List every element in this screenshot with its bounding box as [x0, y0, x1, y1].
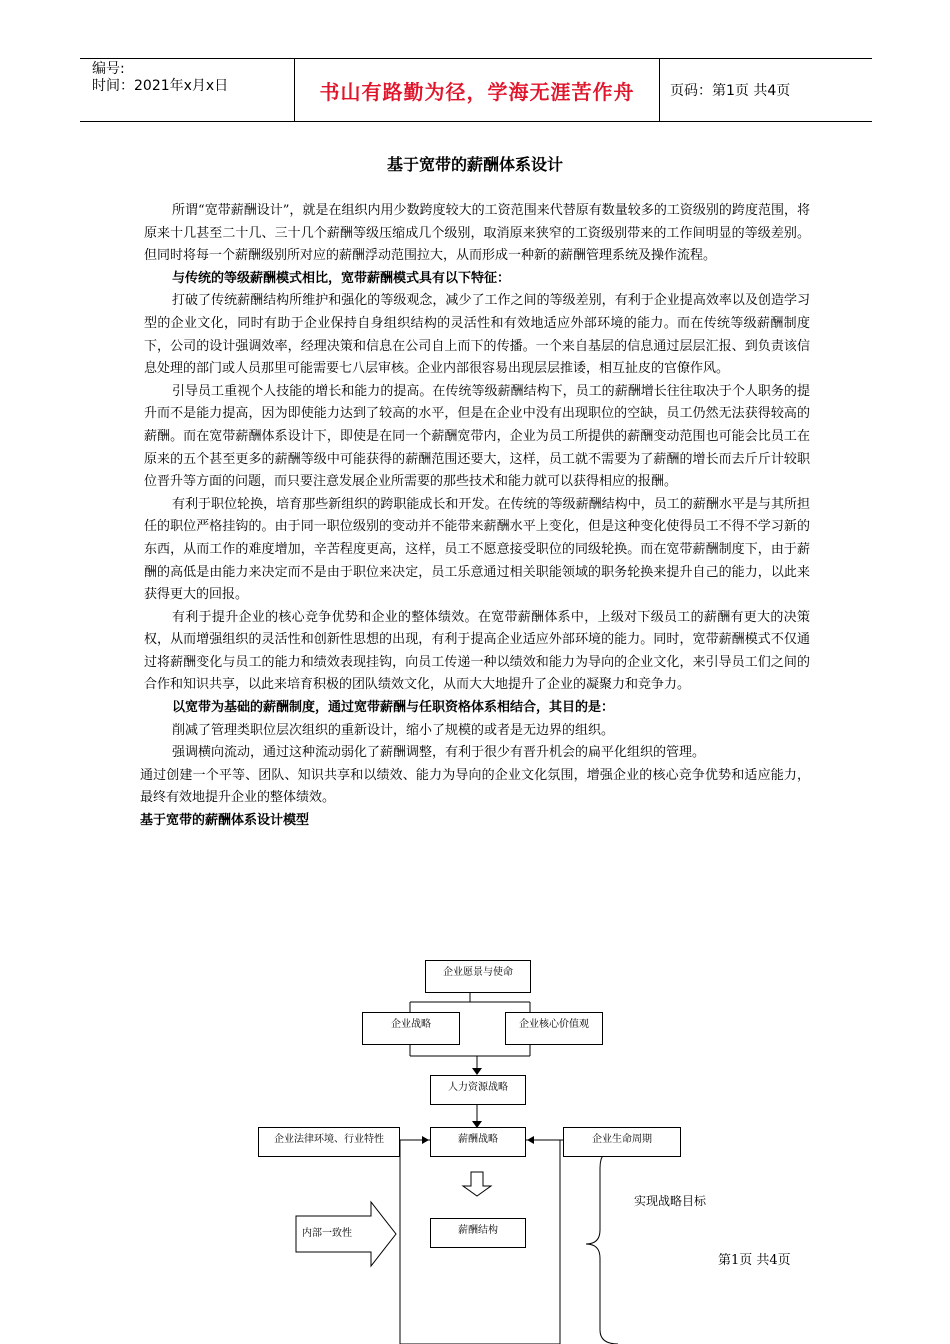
paragraph: 有利于提升企业的核心竞争优势和企业的整体绩效。在宽带薪酬体系中，上级对下级员工的薪酬有更大的决策权，从而增强组织的灵活性和创新性思想的出现，有利于提高企业适应外部环境的能力。同时，宽带薪酬模式不仅通过将薪酬变化与员工的能力和绩效表现挂钩，向员工传递一种以绩效和能力为导向的企业文化，来引导员工们之间的合作和知识共享，以此来培育积极的团队绩效文化，从而大大地提升了企业的凝聚力和竞争力。	[144, 609, 810, 693]
number-label: 编号:	[92, 61, 125, 77]
section-heading: 以宽带为基础的薪酬制度，通过宽带薪酬与任职资格体系相结合，其目的是：	[172, 700, 615, 716]
document-body	[140, 200, 810, 833]
strategy-box: 企业战略	[362, 1012, 460, 1045]
comp-structure-box: 薪酬结构	[430, 1218, 526, 1248]
vision-box: 企业愿景与使命	[425, 960, 531, 993]
page-header	[80, 58, 872, 122]
legal-env-box: 企业法律环境、行业特性	[258, 1127, 400, 1157]
life-cycle-box: 企业生命周期	[563, 1127, 681, 1157]
paragraph: 有利于职位轮换，培育那些新组织的跨职能成长和开发。在传统的等级薪酬结构中，员工的薪酬水平是与其所担任的职位严格挂钩的。由于同一职位级别的变动并不能带来薪酬水平上变化，但是这种变化使得员工不得不学习新的东西，从而工作的难度增加，辛苦程度更高，这样，员工不愿意接受职位的同级轮换。而在宽带薪酬制度下，由于薪酬的高低是由能力来决定而不是由于职位来决定，员工乐意通过相关职能领域的职务轮换来提升自己的能力，以此来获得更大的回报。	[144, 496, 810, 603]
paragraph: 打破了传统薪酬结构所维护和强化的等级观念，减少了工作之间的等级差别，有利于企业提高效率以及创造学习型的企业文化，同时有助于企业保持自身组织结构的灵活性和有效地适应外部环境的能力。而在传统等级薪酬制度下，公司的设计强调效率，经理决策和信息在公司自上而下的传播。一个来自基层的信息通过层层汇报、到负责该信息处理的部门或人员那里可能需要七八层审核。企业内部很容易出现层层推诿，相互扯皮的官僚作风。	[144, 293, 810, 377]
paragraph: 所谓“宽带薪酬设计”，就是在组织内用少数跨度较大的工资范围来代替原有数量较多的工资级别的跨度范围，将原来十几甚至二十几、三十几个薪酬等级压缩成几个级别，取消原来狭窄的工资级别带来的工作间明显的等级差别。但同时将每一个薪酬级别所对应的薪酬浮动范围拉大，从而形成一种新的薪酬管理系统及操作流程。	[144, 203, 810, 264]
comp-strategy-box: 薪酬战略	[430, 1127, 526, 1157]
time-label: 时间：2021年x月x日	[92, 78, 229, 94]
paragraph: 引导员工重视个人技能的增长和能力的提高。在传统等级薪酬结构下，员工的薪酬增长往往取决于个人职务的提升而不是能力提高，因为即使能力达到了较高的水平，但是在企业中没有出现职位的空缺，员工仍然无法获得较高的薪酬。而在宽带薪酬体系设计下，即使是在同一个薪酬宽带内，企业为员工所提供的薪酬变动范围也可能会比员工在原来的五个甚至更多的薪酬等级中可能获得的薪酬范围还要大，这样，员工就不需要为了薪酬的增长而去斤斤计较职位晋升等方面的问题，而只要注意发展企业所需要的那些技术和能力就可以获得相应的报酬。	[144, 383, 810, 490]
section-heading: 基于宽带的薪酬体系设计模型	[140, 813, 310, 829]
paragraph: 强调横向流动，通过这种流动弱化了薪酬调整，有利于很少有晋升机会的扁平化组织的管理。	[172, 745, 706, 761]
header-meta	[80, 59, 294, 121]
paragraph: 通过创建一个平等、团队、知识共享和以绩效、能力为导向的企业文化氛围，增强企业的核心竞争优势和适应能力，最终有效地提升企业的整体绩效。	[140, 767, 810, 806]
footer-page-number: 第1页 共4页	[718, 1253, 791, 1268]
core-values-box: 企业核心价值观	[505, 1012, 603, 1045]
motto: 书山有路勤为径，学海无涯苦作舟	[294, 59, 660, 121]
strategic-goal-label: 实现战略目标	[634, 1194, 707, 1208]
section-heading: 与传统的等级薪酬模式相比，宽带薪酬模式具有以下特征：	[172, 270, 511, 286]
paragraph: 削减了管理类职位层次组织的重新设计，缩小了规模的或者是无边界的组织。	[172, 722, 615, 738]
document-title: 基于宽带的薪酬体系设计	[386, 155, 563, 174]
page-label: 页码：第1页 共4页	[670, 83, 791, 99]
internal-consistency-label: 内部一致性	[302, 1228, 352, 1239]
hr-strategy-box: 人力资源战略	[430, 1075, 526, 1105]
